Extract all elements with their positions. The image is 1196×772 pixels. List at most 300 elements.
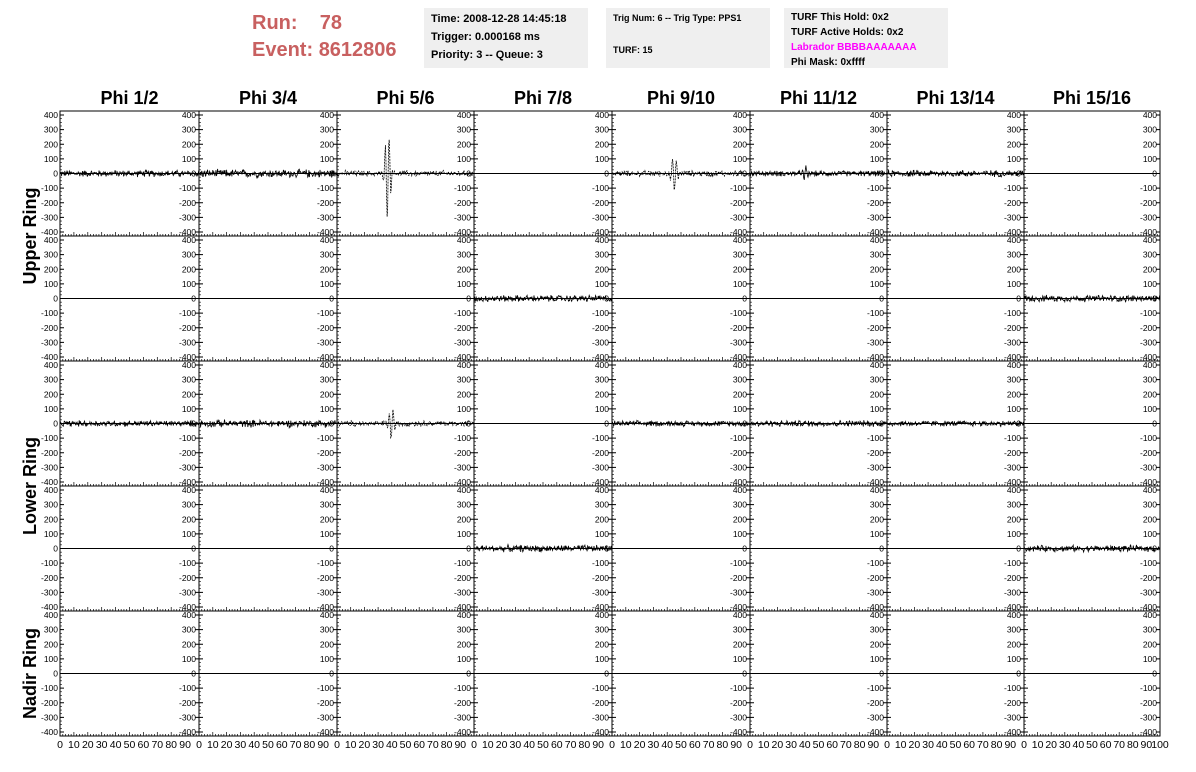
y-tick-label: -100 [453, 433, 471, 444]
y-tick-label: -200 [1139, 697, 1157, 708]
y-tick-label: -300 [1139, 462, 1157, 473]
y-tick-label: 400 [1006, 610, 1021, 620]
x-tick-label: 10 [344, 739, 357, 751]
y-tick-label: 200 [319, 639, 334, 650]
y-tick-label: -300 [316, 212, 334, 223]
y-tick-label: 0 [1016, 543, 1021, 554]
y-tick-label: -400 [453, 477, 471, 487]
y-tick-label: -100 [40, 183, 58, 194]
y-tick-label: -100 [866, 183, 884, 194]
y-tick-label: 0 [879, 418, 884, 429]
y-tick-label: -200 [316, 572, 334, 583]
y-tick-label: -400 [178, 227, 196, 237]
phi-mask: Phi Mask: 0xffff [791, 57, 865, 68]
y-tick-label: 100 [181, 278, 196, 289]
y-tick-label: -300 [453, 462, 471, 473]
y-tick-label: 200 [456, 514, 471, 525]
y-tick-label: 100 [456, 403, 471, 414]
info-turf: TURF: 15 [613, 45, 653, 55]
y-tick-label: -100 [178, 183, 196, 194]
y-tick-label: 0 [53, 543, 58, 554]
y-tick-label: -300 [178, 462, 196, 473]
y-tick-label: 0 [742, 543, 747, 554]
y-tick-label: 0 [604, 543, 609, 554]
y-tick-label: -100 [1139, 308, 1157, 319]
y-tick-label: -100 [591, 683, 609, 694]
y-tick-label: 300 [1006, 124, 1021, 135]
y-tick-label: 200 [594, 639, 609, 650]
y-tick-label: -200 [316, 197, 334, 208]
y-tick-label: 100 [43, 403, 58, 414]
y-tick-label: -400 [729, 352, 747, 362]
y-tick-label: 300 [869, 374, 884, 385]
y-tick-label: -300 [866, 587, 884, 598]
x-tick-label: 30 [785, 739, 797, 751]
y-tick-label: -400 [866, 227, 884, 237]
y-tick-label: 200 [456, 389, 471, 400]
x-tick-label: 20 [633, 739, 646, 751]
y-tick-label: -200 [40, 697, 58, 708]
y-tick-label: 100 [1006, 528, 1021, 539]
y-tick-label: -200 [316, 697, 334, 708]
x-tick-label: 40 [1072, 739, 1085, 751]
x-tick-label: 60 [688, 739, 701, 751]
y-tick-label: 100 [43, 278, 58, 289]
y-tick-label: 100 [732, 528, 747, 539]
y-tick-label: -300 [316, 337, 334, 348]
y-tick-label: -200 [729, 197, 747, 208]
y-tick-label: 400 [181, 360, 196, 370]
y-tick-label: 300 [594, 374, 609, 385]
y-tick-label: 100 [43, 153, 58, 164]
y-tick-label: 400 [181, 110, 196, 120]
x-tick-label: 10 [894, 739, 907, 751]
y-tick-label: -400 [591, 352, 609, 362]
x-tick-label: 0 [747, 739, 753, 751]
y-tick-label: 200 [43, 139, 58, 150]
y-tick-label: -300 [591, 462, 609, 473]
y-tick-label: -300 [178, 337, 196, 348]
x-tick-label: 20 [495, 739, 508, 751]
y-tick-label: 300 [594, 249, 609, 260]
event-value: 8612806 [318, 39, 397, 61]
y-tick-label: 200 [1006, 264, 1021, 275]
y-tick-label: -200 [453, 322, 471, 333]
x-tick-label: 100 [1151, 739, 1169, 751]
y-tick-label: -100 [1139, 683, 1157, 694]
y-tick-label: -100 [591, 183, 609, 194]
y-tick-label: -100 [729, 308, 747, 319]
y-tick-label: -400 [178, 602, 196, 612]
y-tick-label: -300 [1139, 712, 1157, 723]
y-tick-label: -100 [591, 558, 609, 569]
y-tick-label: 100 [456, 278, 471, 289]
y-tick-label: 300 [43, 249, 58, 260]
x-tick-label: 70 [977, 739, 989, 751]
y-tick-label: -200 [178, 697, 196, 708]
waveform-r1-c6 [750, 165, 887, 180]
y-tick-label: -100 [453, 183, 471, 194]
y-tick-label: -300 [1139, 212, 1157, 223]
y-tick-label: -100 [1139, 558, 1157, 569]
x-tick-label: 10 [619, 739, 632, 751]
y-tick-label: 0 [742, 418, 747, 429]
y-tick-label: 300 [319, 249, 334, 260]
y-tick-label: -300 [1139, 587, 1157, 598]
y-tick-label: 0 [742, 668, 747, 679]
x-tick-label: 70 [151, 739, 164, 751]
y-tick-label: -400 [866, 477, 884, 487]
y-tick-label: 100 [319, 153, 334, 164]
y-tick-label: 300 [181, 624, 196, 635]
y-tick-label: -400 [1139, 227, 1157, 237]
y-tick-label: 0 [191, 668, 196, 679]
y-tick-label: 100 [869, 653, 884, 664]
y-tick-label: -400 [316, 227, 334, 237]
y-tick-label: 0 [1016, 168, 1021, 179]
y-tick-label: 300 [594, 499, 609, 510]
x-tick-label: 60 [550, 739, 563, 751]
y-tick-label: -400 [1139, 602, 1157, 612]
y-tick-label: 100 [594, 528, 609, 539]
y-tick-label: 300 [319, 124, 334, 135]
y-tick-label: -400 [729, 227, 747, 237]
y-tick-label: -300 [40, 712, 58, 723]
y-tick-label: 300 [1006, 249, 1021, 260]
y-tick-label: -100 [729, 433, 747, 444]
y-tick-label: 0 [742, 168, 747, 179]
y-tick-label: 0 [1016, 293, 1021, 304]
y-tick-label: -400 [1139, 477, 1157, 487]
y-tick-label: 200 [594, 264, 609, 275]
y-tick-label: 200 [732, 264, 747, 275]
y-tick-label: 400 [1142, 360, 1157, 370]
x-tick-label: 80 [303, 739, 316, 751]
x-tick-label: 10 [68, 739, 80, 751]
y-tick-label: -400 [40, 477, 58, 487]
run-label: Run: [252, 12, 298, 34]
x-tick-label: 80 [578, 739, 591, 751]
x-tick-label: 80 [716, 739, 729, 751]
y-tick-label: 400 [1006, 360, 1021, 370]
y-tick-label: 300 [43, 374, 58, 385]
y-tick-label: 100 [43, 653, 58, 664]
y-tick-label: 100 [732, 153, 747, 164]
info-trig-num: Trig Num: 6 -- Trig Type: PPS1 [613, 13, 742, 23]
y-tick-label: 300 [43, 499, 58, 510]
y-tick-label: -300 [591, 587, 609, 598]
y-tick-label: -300 [453, 712, 471, 723]
y-tick-label: -200 [453, 447, 471, 458]
y-tick-label: 400 [594, 110, 609, 120]
x-tick-label: 70 [840, 739, 852, 751]
y-tick-label: 300 [869, 499, 884, 510]
turf-active-holds: TURF Active Holds: 0x2 [791, 27, 904, 38]
y-tick-label: 200 [1006, 139, 1021, 150]
x-tick-label: 90 [867, 739, 880, 751]
y-tick-label: 0 [329, 168, 334, 179]
y-tick-label: -300 [1139, 337, 1157, 348]
x-tick-label: 20 [771, 739, 784, 751]
y-tick-label: 400 [456, 360, 471, 370]
y-tick-label: 200 [319, 139, 334, 150]
x-tick-label: 40 [109, 739, 122, 751]
y-tick-label: 100 [456, 528, 471, 539]
y-tick-label: 300 [594, 624, 609, 635]
x-tick-label: 70 [289, 739, 302, 751]
y-tick-label: 100 [319, 278, 334, 289]
y-tick-label: -400 [729, 727, 747, 737]
y-tick-label: -200 [866, 697, 884, 708]
y-tick-label: -100 [1139, 183, 1157, 194]
x-tick-label: 50 [123, 739, 136, 751]
y-tick-label: 300 [456, 124, 471, 135]
y-tick-label: 200 [43, 514, 58, 525]
y-tick-label: -200 [591, 447, 609, 458]
y-tick-label: 200 [456, 264, 471, 275]
x-tick-label: 60 [826, 739, 839, 751]
y-tick-label: 400 [319, 485, 334, 495]
y-tick-label: 300 [1006, 499, 1021, 510]
y-tick-label: 400 [319, 235, 334, 245]
y-tick-label: 200 [732, 389, 747, 400]
y-tick-label: 300 [181, 249, 196, 260]
y-tick-label: 100 [43, 528, 58, 539]
x-tick-label: 70 [702, 739, 715, 751]
y-tick-label: -300 [591, 212, 609, 223]
y-tick-label: -100 [178, 558, 196, 569]
y-tick-label: -400 [316, 352, 334, 362]
x-tick-label: 80 [990, 739, 1003, 751]
y-tick-label: -400 [1003, 352, 1021, 362]
y-tick-label: 0 [53, 418, 58, 429]
y-tick-label: -100 [316, 433, 334, 444]
y-tick-label: -100 [729, 683, 747, 694]
y-tick-label: 400 [181, 235, 196, 245]
y-tick-label: -200 [453, 572, 471, 583]
y-tick-label: -300 [729, 337, 747, 348]
y-tick-label: 400 [43, 360, 58, 370]
y-tick-label: -400 [1139, 352, 1157, 362]
y-tick-label: -100 [591, 433, 609, 444]
y-tick-label: -200 [866, 197, 884, 208]
y-tick-label: 200 [1142, 139, 1157, 150]
y-tick-label: -100 [316, 183, 334, 194]
y-tick-label: -200 [591, 697, 609, 708]
y-tick-label: 400 [181, 485, 196, 495]
y-tick-label: 100 [1142, 528, 1157, 539]
x-tick-label: 40 [798, 739, 811, 751]
y-tick-label: 0 [466, 543, 471, 554]
y-tick-label: 0 [1152, 543, 1157, 554]
x-tick-label: 30 [509, 739, 522, 751]
column-title-5: Phi 9/10 [646, 88, 716, 108]
y-tick-label: 400 [43, 610, 58, 620]
x-tick-label: 60 [137, 739, 150, 751]
y-tick-label: 300 [456, 624, 471, 635]
x-tick-label: 70 [1113, 739, 1126, 751]
x-tick-label: 70 [427, 739, 439, 751]
y-tick-label: 100 [1006, 153, 1021, 164]
y-tick-label: 200 [43, 389, 58, 400]
y-tick-label: -200 [1003, 572, 1021, 583]
x-tick-label: 80 [440, 739, 453, 751]
y-tick-label: 0 [879, 168, 884, 179]
y-tick-label: 300 [869, 624, 884, 635]
y-tick-label: 300 [456, 249, 471, 260]
y-tick-label: 0 [1152, 668, 1157, 679]
y-tick-label: 400 [869, 610, 884, 620]
ring-label-3: Nadir Ring [20, 627, 40, 720]
y-tick-label: 0 [1152, 418, 1157, 429]
y-tick-label: -200 [591, 322, 609, 333]
y-tick-label: 200 [1142, 639, 1157, 650]
y-tick-label: -200 [729, 322, 747, 333]
y-tick-label: 200 [181, 264, 196, 275]
waveform-r1-c7 [887, 170, 1024, 177]
y-tick-label: -100 [866, 558, 884, 569]
x-tick-label: 80 [1126, 739, 1139, 751]
y-tick-label: 400 [319, 110, 334, 120]
y-tick-label: -400 [40, 352, 58, 362]
y-tick-label: 200 [1006, 639, 1021, 650]
x-tick-label: 50 [399, 739, 412, 751]
y-tick-label: -200 [729, 697, 747, 708]
y-tick-label: -400 [453, 227, 471, 237]
y-tick-label: 300 [1006, 374, 1021, 385]
y-tick-label: 0 [742, 293, 747, 304]
x-tick-label: 30 [647, 739, 660, 751]
y-tick-label: 300 [456, 499, 471, 510]
y-tick-label: -200 [591, 197, 609, 208]
y-tick-label: 400 [732, 610, 747, 620]
y-tick-label: -300 [40, 587, 58, 598]
x-tick-label: 30 [234, 739, 247, 751]
y-tick-label: -300 [316, 712, 334, 723]
labrador-status: Labrador BBBBAAAAAAA [791, 42, 917, 53]
x-tick-label: 0 [57, 739, 63, 751]
y-tick-label: -300 [729, 712, 747, 723]
y-tick-label: -300 [316, 587, 334, 598]
y-tick-label: 200 [869, 139, 884, 150]
y-tick-label: 400 [732, 485, 747, 495]
y-tick-label: 0 [329, 418, 334, 429]
y-tick-label: 200 [594, 389, 609, 400]
waveform-r3-c5 [612, 420, 750, 426]
y-tick-label: 200 [1142, 264, 1157, 275]
y-tick-label: 0 [329, 668, 334, 679]
y-tick-label: 400 [594, 235, 609, 245]
x-tick-label: 90 [1140, 739, 1153, 751]
y-tick-label: 400 [732, 360, 747, 370]
y-tick-label: 100 [869, 278, 884, 289]
x-tick-label: 0 [471, 739, 477, 751]
x-tick-label: 30 [1058, 739, 1071, 751]
x-tick-label: 40 [935, 739, 948, 751]
y-tick-label: -300 [453, 212, 471, 223]
x-tick-label: 50 [812, 739, 825, 751]
y-tick-label: 100 [456, 653, 471, 664]
y-tick-label: -100 [1003, 308, 1021, 319]
event-label: Event: [252, 39, 314, 61]
y-tick-label: -200 [866, 572, 884, 583]
y-tick-label: 100 [732, 403, 747, 414]
run-value: 78 [319, 12, 343, 34]
y-tick-label: -100 [178, 308, 196, 319]
y-tick-label: -200 [316, 447, 334, 458]
y-tick-label: -200 [178, 197, 196, 208]
y-tick-label: -200 [40, 572, 58, 583]
y-tick-label: 0 [466, 168, 471, 179]
y-tick-label: -100 [40, 308, 58, 319]
waveform-r2-c8 [1024, 295, 1160, 302]
x-tick-label: 40 [385, 739, 398, 751]
y-tick-label: -300 [729, 587, 747, 598]
y-tick-label: 300 [1142, 124, 1157, 135]
y-tick-label: -300 [40, 462, 58, 473]
y-tick-label: -100 [316, 558, 334, 569]
y-tick-label: -300 [1003, 587, 1021, 598]
y-tick-label: 300 [1142, 499, 1157, 510]
y-tick-label: -200 [866, 322, 884, 333]
y-tick-label: -300 [453, 587, 471, 598]
y-tick-label: -400 [316, 602, 334, 612]
y-tick-label: 200 [869, 264, 884, 275]
y-tick-label: 400 [869, 485, 884, 495]
y-tick-label: -100 [1003, 433, 1021, 444]
y-tick-label: -400 [453, 727, 471, 737]
y-tick-label: -100 [40, 433, 58, 444]
y-tick-label: 0 [1152, 293, 1157, 304]
y-tick-label: 200 [1142, 389, 1157, 400]
info-priority: Priority: 3 -- Queue: 3 [431, 49, 543, 61]
y-tick-label: 300 [732, 124, 747, 135]
y-tick-label: 0 [53, 293, 58, 304]
column-title-6: Phi 11/12 [779, 88, 858, 108]
x-tick-label: 0 [609, 739, 615, 751]
y-tick-label: 400 [594, 610, 609, 620]
y-tick-label: 100 [1006, 278, 1021, 289]
y-tick-label: 400 [43, 110, 58, 120]
y-tick-label: 200 [319, 514, 334, 525]
y-tick-label: 100 [869, 153, 884, 164]
x-tick-label: 30 [95, 739, 108, 751]
y-tick-label: 0 [53, 168, 58, 179]
y-tick-label: 200 [594, 514, 609, 525]
y-tick-label: -200 [1003, 697, 1021, 708]
y-tick-label: -200 [1003, 322, 1021, 333]
y-tick-label: 0 [604, 293, 609, 304]
y-tick-label: 300 [43, 624, 58, 635]
y-tick-label: -100 [866, 308, 884, 319]
y-tick-label: 400 [43, 235, 58, 245]
x-tick-label: 90 [317, 739, 330, 751]
y-tick-label: 300 [1142, 374, 1157, 385]
y-tick-label: 200 [456, 139, 471, 150]
y-tick-label: -100 [1003, 183, 1021, 194]
y-tick-label: 300 [732, 624, 747, 635]
y-tick-label: -400 [591, 727, 609, 737]
y-tick-label: 400 [456, 110, 471, 120]
y-tick-label: -100 [729, 183, 747, 194]
y-tick-label: 300 [732, 499, 747, 510]
y-tick-label: -300 [1003, 212, 1021, 223]
y-tick-label: 300 [181, 499, 196, 510]
y-tick-label: -200 [316, 322, 334, 333]
y-tick-label: 200 [1142, 514, 1157, 525]
y-tick-label: -400 [40, 727, 58, 737]
x-tick-label: 20 [358, 739, 371, 751]
